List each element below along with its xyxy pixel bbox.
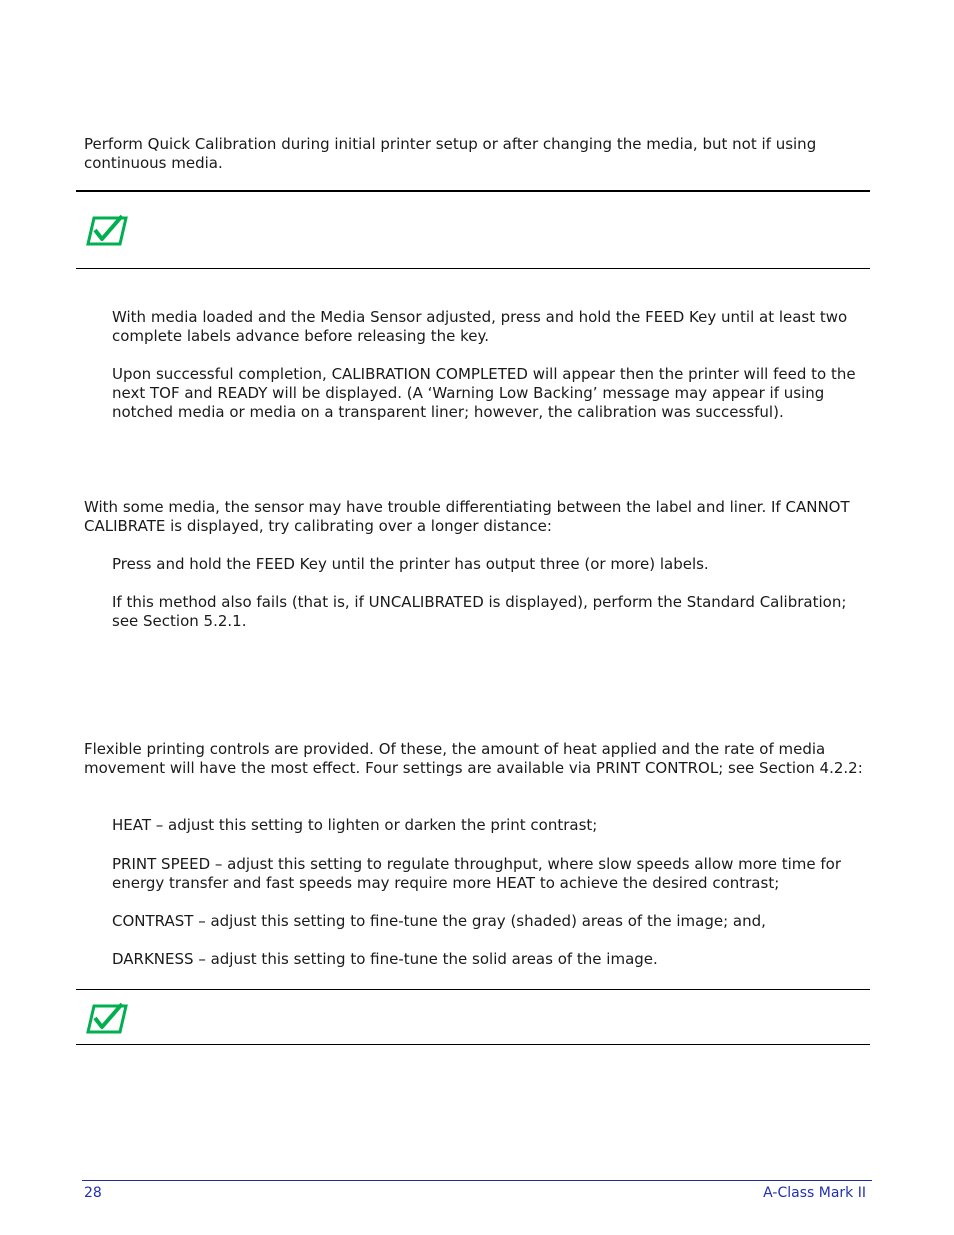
page-number: 28 xyxy=(84,1185,102,1201)
note-bottom-rule xyxy=(76,1044,870,1045)
note-top-rule xyxy=(76,989,870,990)
footer-rule xyxy=(82,1180,872,1181)
note-top-rule xyxy=(76,190,870,192)
print-setting: PRINT SPEED – adjust this setting to regulate throughput, where slow speeds allow more time for energy transfer and fast speeds may require more HEAT to achieve the desired contrast; xyxy=(112,855,842,892)
intro-paragraph: Perform Quick Calibration during initial printer setup or after changing the media, but not if using continuous media. xyxy=(84,135,817,172)
print-setting: CONTRAST – adjust this setting to fine-tune the gray (shaded) areas of the image; and, xyxy=(112,912,766,930)
checkmark-note-icon xyxy=(86,214,128,246)
print-setting: HEAT – adjust this setting to lighten or darken the print contrast; xyxy=(112,816,598,834)
troubleshoot-step: If this method also fails (that is, if UNCALIBRATED is displayed), perform the Standard Calibration; see Section 5.2.1. xyxy=(112,593,847,630)
calibration-step: Upon successful completion, CALIBRATION COMPLETED will appear then the printer will feed to the next TOF and READY will be displayed. (A ‘Warning Low Backing’ message may appear if using notched media or media on a transparent liner; however, the calibration was successful). xyxy=(112,365,856,421)
troubleshoot-paragraph: With some media, the sensor may have trouble differentiating between the label and liner. If CANNOT CALIBRATE is displayed, try calibrating over a longer distance: xyxy=(84,498,850,535)
checkmark-note-icon xyxy=(86,1002,128,1034)
print-quality-paragraph: Flexible printing controls are provided. Of these, the amount of heat applied and the rate of media movement will have the most effect. Four settings are available via PRINT CONTROL; see Section 4.2.2: xyxy=(84,740,863,777)
calibration-step: With media loaded and the Media Sensor adjusted, press and hold the FEED Key until at least two complete labels advance before releasing the key. xyxy=(112,308,848,345)
note-bottom-rule xyxy=(76,268,870,269)
troubleshoot-step: Press and hold the FEED Key until the printer has output three (or more) labels. xyxy=(112,555,709,573)
product-name: A-Class Mark II xyxy=(763,1185,866,1201)
print-setting: DARKNESS – adjust this setting to fine-tune the solid areas of the image. xyxy=(112,950,658,968)
